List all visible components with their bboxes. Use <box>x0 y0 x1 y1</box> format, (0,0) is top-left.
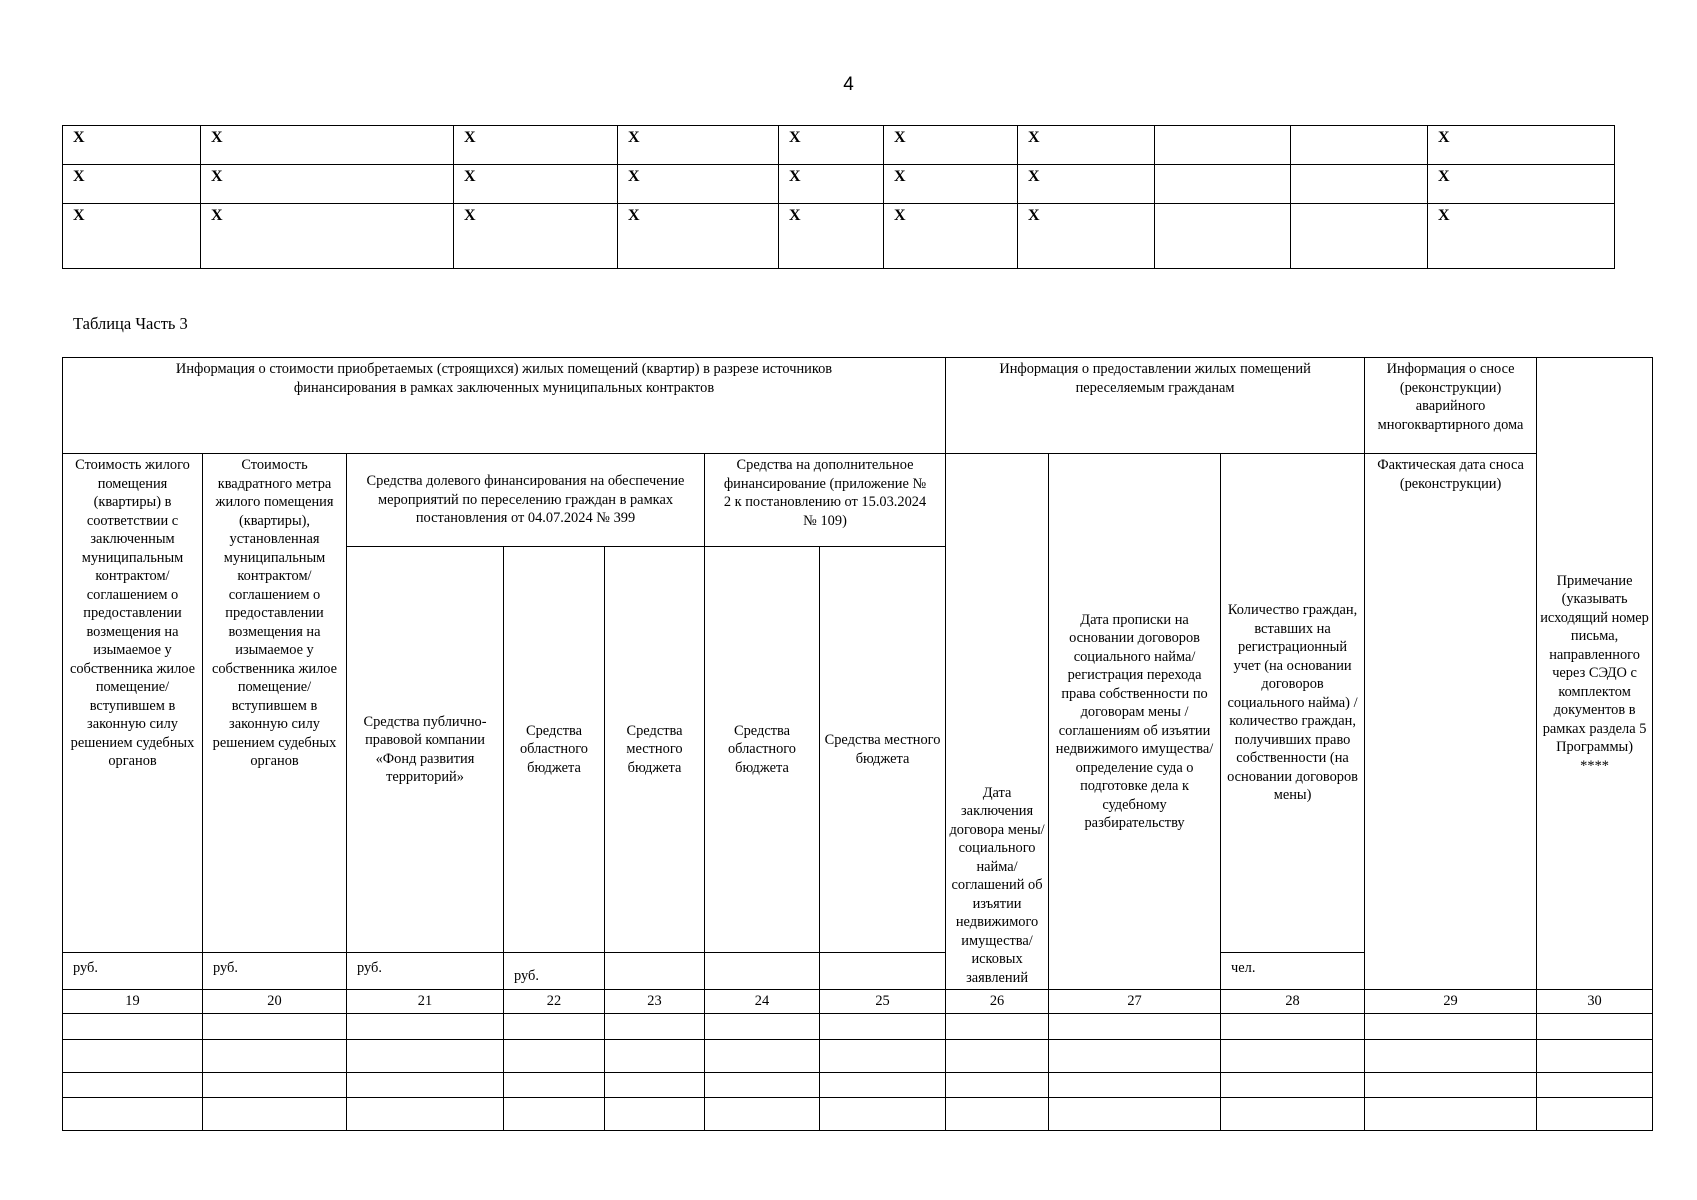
unit-rub: руб. <box>347 953 504 990</box>
table-cell <box>1365 1040 1537 1073</box>
table-cell: X <box>884 165 1018 204</box>
table-cell: X <box>201 204 454 269</box>
unit-rub: руб. <box>203 953 347 990</box>
unit-rub: руб. <box>504 953 605 990</box>
column-number: 24 <box>705 990 820 1014</box>
table-cell: X <box>884 126 1018 165</box>
table-cell <box>1365 1073 1537 1098</box>
table-cell <box>1049 1014 1221 1040</box>
table-cell <box>63 1073 203 1098</box>
unit-chel: чел. <box>1221 953 1365 990</box>
table-cell <box>347 1073 504 1098</box>
table-cell: X <box>1018 204 1155 269</box>
table-cell <box>820 1040 946 1073</box>
table-row <box>63 1040 1653 1073</box>
header-col-27: Дата прописки на основании договоров социального найма/регистрация перехода права собственности по договорам мены /соглашениям об изъятии недвижимого имущества/ определение суда о подготовке дела к судебному разбирательству <box>1049 454 1221 990</box>
group-header-demolition: Информация о сносе (реконструкции) аварийного многоквартирного дома <box>1365 358 1537 454</box>
table-cell: X <box>63 126 201 165</box>
table-cell <box>347 1040 504 1073</box>
table-cell <box>504 1098 605 1131</box>
table-cell <box>705 1098 820 1131</box>
column-number: 26 <box>946 990 1049 1014</box>
table-cell <box>504 1073 605 1098</box>
table-cell: X <box>454 204 618 269</box>
table-cell <box>1537 1040 1653 1073</box>
column-number: 25 <box>820 990 946 1014</box>
table-cell <box>605 1073 705 1098</box>
table-cell <box>1155 165 1291 204</box>
header-col-23: Средства местного бюджета <box>605 547 705 953</box>
subheader-additional: Средства на дополнительное финансирование (приложение № 2 к постановлению от 15.03.2024 № 109) <box>705 454 946 547</box>
column-number: 28 <box>1221 990 1365 1014</box>
table-cell: X <box>454 126 618 165</box>
table-row <box>63 454 1653 547</box>
column-number: 19 <box>63 990 203 1014</box>
table-cell <box>820 1098 946 1131</box>
table-cell <box>203 1040 347 1073</box>
table-cell <box>1537 1073 1653 1098</box>
header-col-24: Средства областного бюджета <box>705 547 820 953</box>
header-col-22: Средства областного бюджета <box>504 547 605 953</box>
column-number: 21 <box>347 990 504 1014</box>
table-cell: X <box>618 204 779 269</box>
table-cell <box>605 1014 705 1040</box>
table-cell <box>1365 1014 1537 1040</box>
table-cell: X <box>1428 165 1615 204</box>
subheader-fond: Средства долевого финансирования на обеспечение мероприятий по переселению граждан в рамках постановления от 04.07.2024 № 399 <box>347 454 705 547</box>
table-cell <box>820 1073 946 1098</box>
table-cell <box>1291 204 1428 269</box>
header-col-19: Стоимость жилого помещения (квартиры) в соответствии с заключенным муниципальным контрактом/соглашением о предоставлении возмещения на изымаемое у собственника жилое помещение/вступившем в законную силу решением судебных органов <box>63 454 203 953</box>
group-header-housing: Информация о предоставлении жилых помещений переселяемым гражданам <box>946 358 1365 454</box>
table-cell <box>1291 165 1428 204</box>
table-cell: X <box>63 165 201 204</box>
table-cell <box>1221 1098 1365 1131</box>
page-number: 4 <box>843 74 854 95</box>
table-row <box>63 1098 1653 1131</box>
table-cell <box>1537 1014 1653 1040</box>
header-col-28: Количество граждан, вставших на регистрационный учет (на основании договоров социального найма) / количество граждан, получивших право собственности (на основании договоров мены) <box>1221 454 1365 953</box>
table-cell: X <box>618 126 779 165</box>
table-cell <box>946 1073 1049 1098</box>
table-cell: X <box>63 204 201 269</box>
table-cell <box>946 1098 1049 1131</box>
table-cell <box>1365 1098 1537 1131</box>
unit-empty <box>605 953 705 990</box>
column-number: 23 <box>605 990 705 1014</box>
table-cell <box>1049 1073 1221 1098</box>
table-cell <box>347 1014 504 1040</box>
table-cell: X <box>779 204 884 269</box>
group-header-cost: Информация о стоимости приобретаемых (строящихся) жилых помещений (квартир) в разрезе источников финансирования в рамках заключенных муниципальных контрактов <box>63 358 946 454</box>
header-col-20: Стоимость квадратного метра жилого помещения (квартиры), установленная муниципальным контрактом/соглашением о предоставлении возмещения на изымаемое у собственника жилое помещение/вступившем в законную силу решением судебных органов <box>203 454 347 953</box>
unit-empty <box>705 953 820 990</box>
column-number: 29 <box>1365 990 1537 1014</box>
table-cell <box>203 1073 347 1098</box>
table-cell <box>203 1098 347 1131</box>
table-cell: X <box>201 165 454 204</box>
table-cell <box>1221 1014 1365 1040</box>
header-col-26: Дата заключения договора мены/ социального найма/соглашений об изъятии недвижимого имущества/ исковых заявлений <box>946 454 1049 990</box>
table-cell <box>1537 1098 1653 1131</box>
table-cell <box>946 1040 1049 1073</box>
unit-empty <box>820 953 946 990</box>
table-cell: X <box>1428 126 1615 165</box>
table-cell: X <box>618 165 779 204</box>
unit-rub: руб. <box>63 953 203 990</box>
header-note: Примечание (указывать исходящий номер письма, направленного через СЭДО с комплектом документов в рамках раздела 5 Программы) **** <box>1537 358 1653 990</box>
table-cell <box>1049 1098 1221 1131</box>
table-cell <box>605 1098 705 1131</box>
table-cell <box>1221 1073 1365 1098</box>
table-cell <box>63 1014 203 1040</box>
part3-table <box>62 357 1653 1131</box>
table-row <box>63 1014 1653 1040</box>
table-row <box>63 990 1653 1014</box>
table-row <box>63 165 1615 204</box>
table-cell: X <box>1018 126 1155 165</box>
table-cell: X <box>779 165 884 204</box>
table-cell <box>1155 204 1291 269</box>
table-cell <box>605 1040 705 1073</box>
table-cell <box>1221 1040 1365 1073</box>
top-table <box>62 125 1615 269</box>
header-col-21: Средства публично-правовой компании «Фонд развития территорий» <box>347 547 504 953</box>
table-cell <box>504 1014 605 1040</box>
table-cell <box>705 1073 820 1098</box>
header-col-25: Средства местного бюджета <box>820 547 946 953</box>
table-cell <box>347 1098 504 1131</box>
table-cell: X <box>1018 165 1155 204</box>
table-caption: Таблица Часть 3 <box>73 314 188 333</box>
table-cell <box>1049 1040 1221 1073</box>
column-number: 27 <box>1049 990 1221 1014</box>
table-cell <box>504 1040 605 1073</box>
header-col-29: Фактическая дата сноса (реконструкции) <box>1365 454 1537 990</box>
table-cell <box>1291 126 1428 165</box>
table-cell: X <box>454 165 618 204</box>
table-cell <box>63 1040 203 1073</box>
table-cell <box>820 1014 946 1040</box>
table-row <box>63 204 1615 269</box>
table-cell <box>203 1014 347 1040</box>
table-cell <box>705 1014 820 1040</box>
column-number: 30 <box>1537 990 1653 1014</box>
column-number: 22 <box>504 990 605 1014</box>
table-row <box>63 126 1615 165</box>
table-cell: X <box>1428 204 1615 269</box>
table-row <box>63 358 1653 454</box>
table-cell: X <box>201 126 454 165</box>
table-cell <box>705 1040 820 1073</box>
table-cell <box>63 1098 203 1131</box>
table-cell: X <box>779 126 884 165</box>
table-cell <box>946 1014 1049 1040</box>
table-row <box>63 1073 1653 1098</box>
table-cell <box>1155 126 1291 165</box>
column-number: 20 <box>203 990 347 1014</box>
table-cell: X <box>884 204 1018 269</box>
